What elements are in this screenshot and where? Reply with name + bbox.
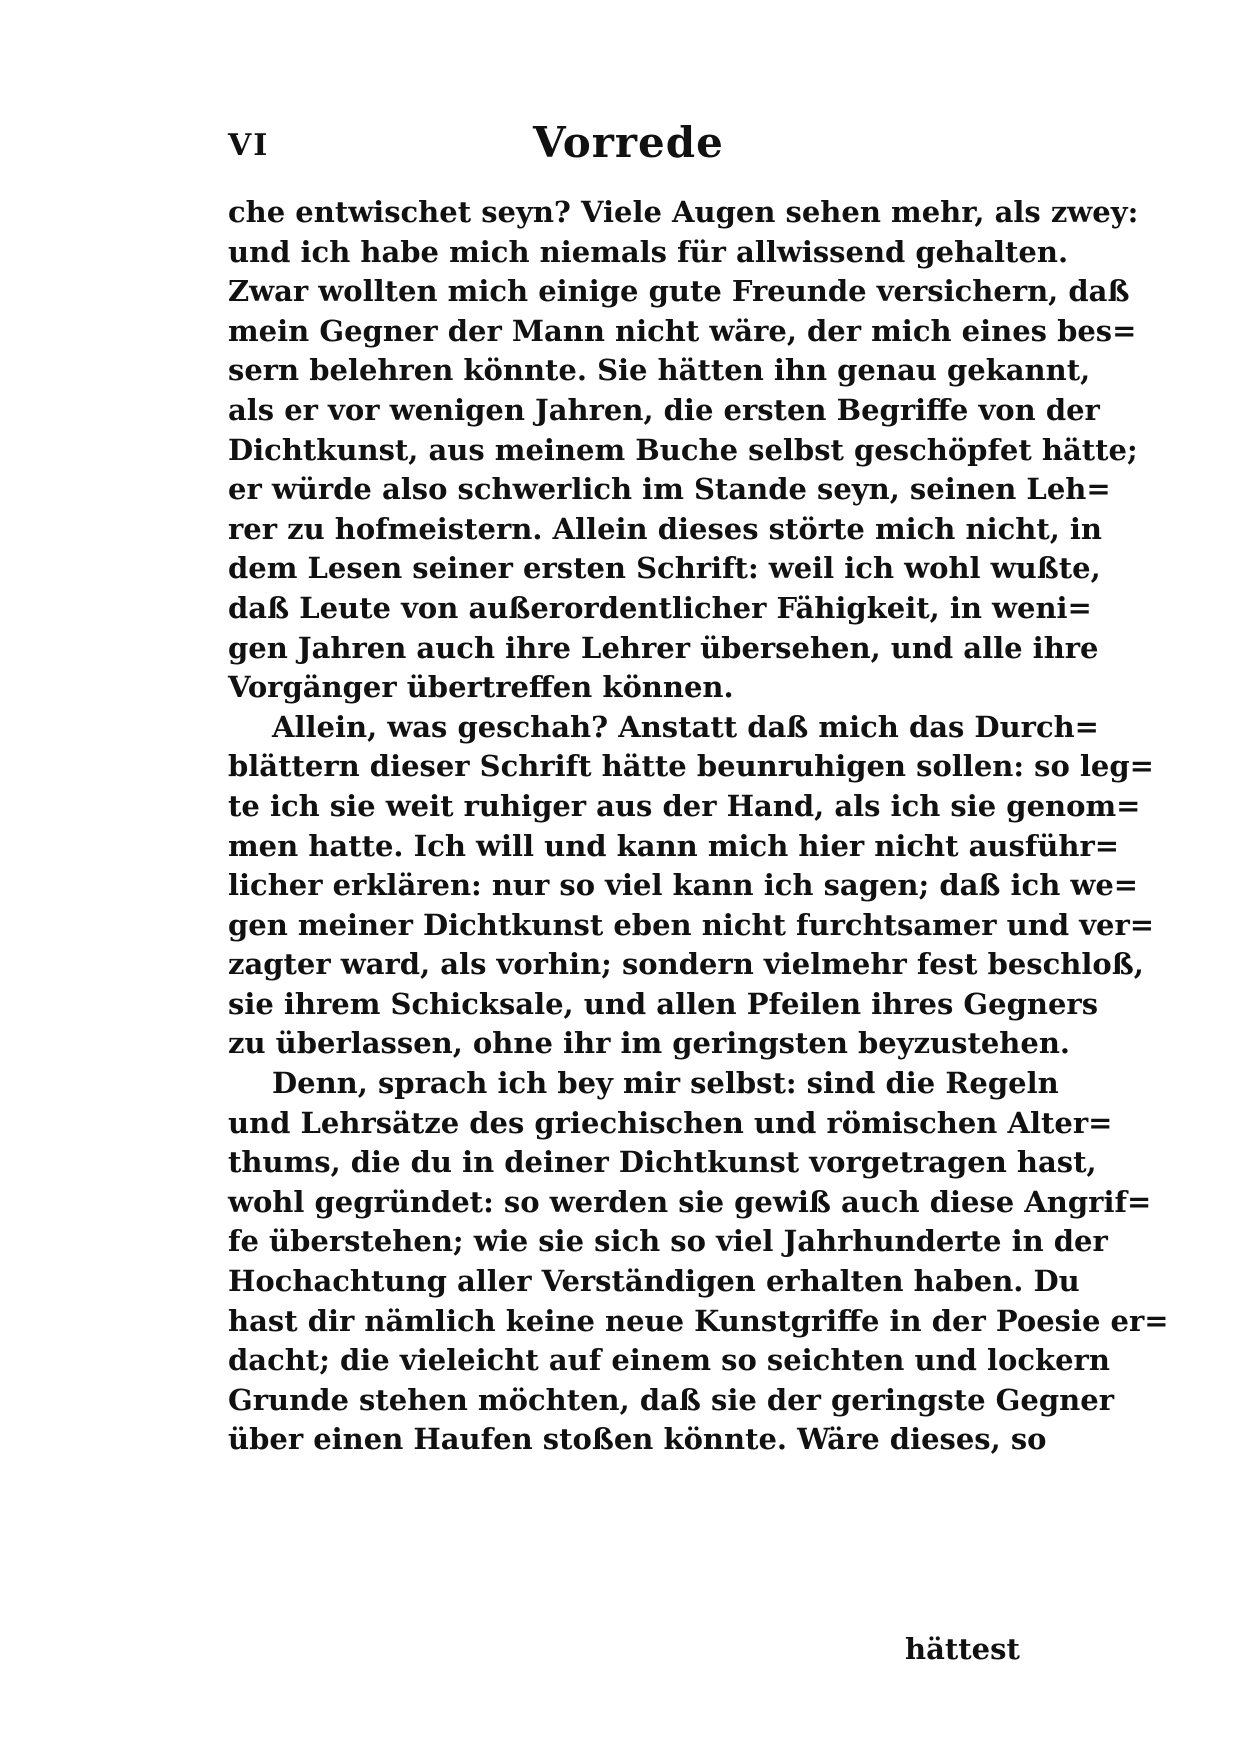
- text-line: daß Leute von außerordentlicher Fähigkeit, in weni=: [228, 590, 1092, 625]
- text-line: thums, die du in deiner Dichtkunst vorgetragen hast,: [228, 1145, 1097, 1180]
- text-line: Denn, sprach ich bey mir selbst: sind die Regeln: [272, 1066, 1059, 1101]
- text-line: Dichtkunst, aus meinem Buche selbst geschöpfet hätte;: [228, 432, 1138, 467]
- text-line: Vorgänger übertreffen können.: [228, 670, 734, 705]
- text-line: sie ihrem Schicksale, und allen Pfeilen ihres Gegners: [228, 986, 1099, 1021]
- text-line: hast dir nämlich keine neue Kunstgriffe in der Poesie er=: [228, 1303, 1169, 1338]
- text-line: sern belehren könnte. Sie hätten ihn genau gekannt,: [228, 353, 1091, 388]
- text-line: te ich sie weit ruhiger aus der Hand, als ich sie genom=: [228, 788, 1141, 823]
- text-line: Allein, was geschah? Anstatt daß mich das Durch=: [272, 709, 1099, 744]
- text-line: über einen Haufen stoßen könnte. Wäre dieses, so: [228, 1422, 1047, 1457]
- text-line: men hatte. Ich will und kann mich hier nicht ausführ=: [228, 828, 1120, 863]
- page-number: VI: [228, 128, 270, 163]
- text-line: er würde also schwerlich im Stande seyn, seinen Leh=: [228, 472, 1111, 507]
- text-line: wohl gegründet: so werden sie gewiß auch diese Angrif=: [228, 1184, 1152, 1219]
- text-line: licher erklären: nur so viel kann ich sagen; daß ich we=: [228, 868, 1139, 903]
- text-line: che entwischet seyn? Viele Augen sehen mehr, als zwey:: [228, 195, 1139, 229]
- text-line: Grunde stehen möchten, daß sie der geringste Gegner: [228, 1382, 1114, 1417]
- text-line: gen meiner Dichtkunst eben nicht furchtsamer und ver=: [228, 907, 1155, 942]
- text-line: blättern dieser Schrift hätte beunruhigen sollen: so leg=: [228, 749, 1154, 784]
- text-line: dem Lesen seiner ersten Schrift: weil ich wohl wußte,: [228, 551, 1101, 586]
- text-line: rer zu hofmeistern. Allein dieses störte mich nicht, in: [228, 511, 1103, 546]
- text-line: dacht; die vieleicht auf einem so seichten und lockern: [228, 1343, 1110, 1378]
- catchword: hättest: [905, 1632, 1020, 1666]
- running-title: Vorrede: [533, 118, 724, 167]
- text-line: gen Jahren auch ihre Lehrer übersehen, und alle ihre: [228, 630, 1099, 665]
- text-line: Hochachtung aller Verständigen erhalten haben. Du: [228, 1264, 1080, 1299]
- text-line: zu überlassen, ohne ihr im geringsten beyzustehen.: [228, 1026, 1071, 1061]
- text-line: mein Gegner der Mann nicht wäre, der mich eines bes=: [228, 313, 1137, 348]
- text-line: und ich habe mich niemals für allwissend gehalten.: [228, 234, 1069, 269]
- text-line: zagter ward, als vorhin; sondern vielmehr fest beschloß,: [228, 947, 1144, 982]
- body-text: [228, 193, 1169, 1460]
- text-line: und Lehrsätze des griechischen und römischen Alter=: [228, 1105, 1113, 1140]
- text-line: Zwar wollten mich einige gute Freunde versichern, daß: [228, 274, 1130, 309]
- text-line: als er vor wenigen Jahren, die ersten Begriffe von der: [228, 392, 1100, 427]
- page-header: [228, 118, 1000, 178]
- text-line: fe überstehen; wie sie sich so viel Jahrhunderte in der: [228, 1224, 1108, 1259]
